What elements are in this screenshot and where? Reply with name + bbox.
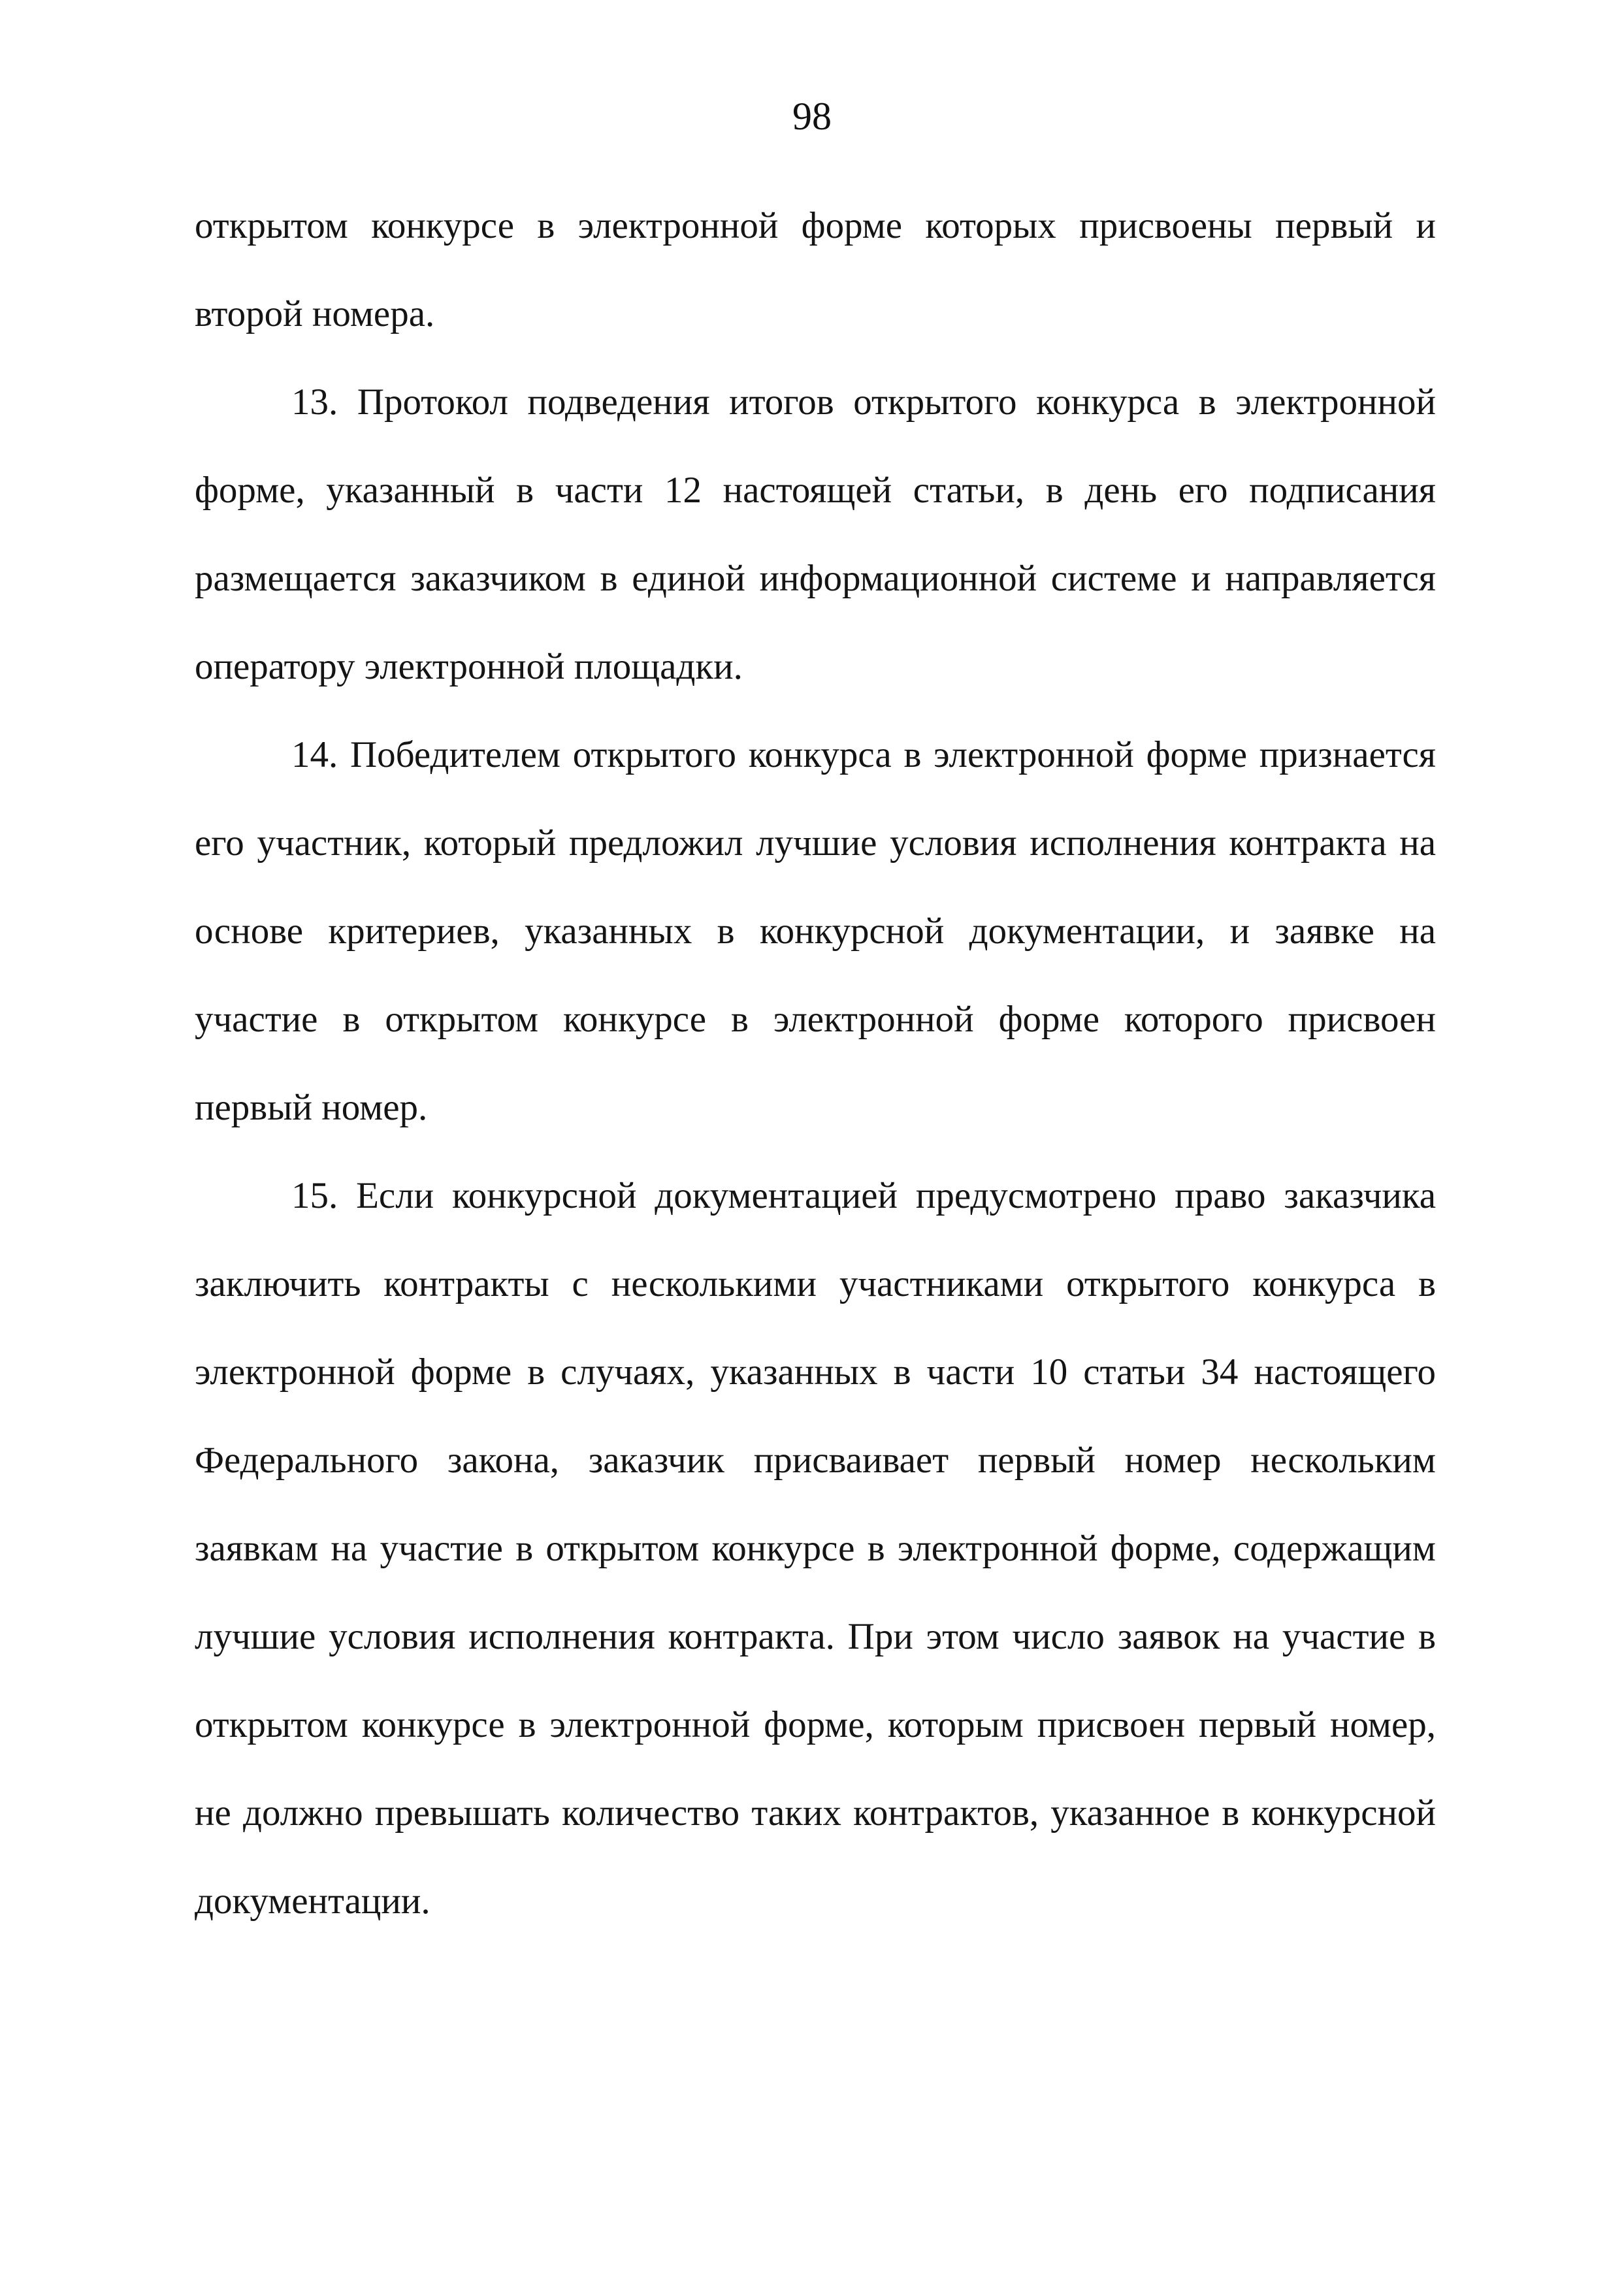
paragraph-item-13: 13. Протокол подведения итогов открытого конкурса в электронной форме, указанный в части 12 настоящей статьи, в день его подписания размещается заказчиком в единой информационной системе и направляется оператору электронной площадки. — [195, 381, 1436, 687]
page-number: 98 — [792, 95, 832, 138]
document-body — [195, 182, 1436, 1945]
paragraph-continuation: открытом конкурсе в электронной форме которых присвоены первый и второй номера. — [195, 205, 1436, 334]
paragraph-item-14: 14. Победителем открытого конкурса в электронной форме признается его участник, который предложил лучшие условия исполнения контракта на основе критериев, указанных в конкурсной документации, и заявке на участие в открытом конкурсе в электронной форме которого присвоен первый номер. — [195, 734, 1436, 1128]
paragraph-item-15: 15. Если конкурсной документацией предусмотрено право заказчика заключить контракты с несколькими участниками открытого конкурса в электронной форме в случаях, указанных в части 10 статьи 34 настоящего Федерального закона, заказчик присваивает первый номер нескольким заявкам на участие в открытом конкурсе в электронной форме, содержащим лучшие условия исполнения контракта. При этом число заявок на участие в открытом конкурсе в электронной форме, которым присвоен первый номер, не должно превышать количество таких контрактов, указанное в конкурсной документации. — [195, 1175, 1436, 1922]
